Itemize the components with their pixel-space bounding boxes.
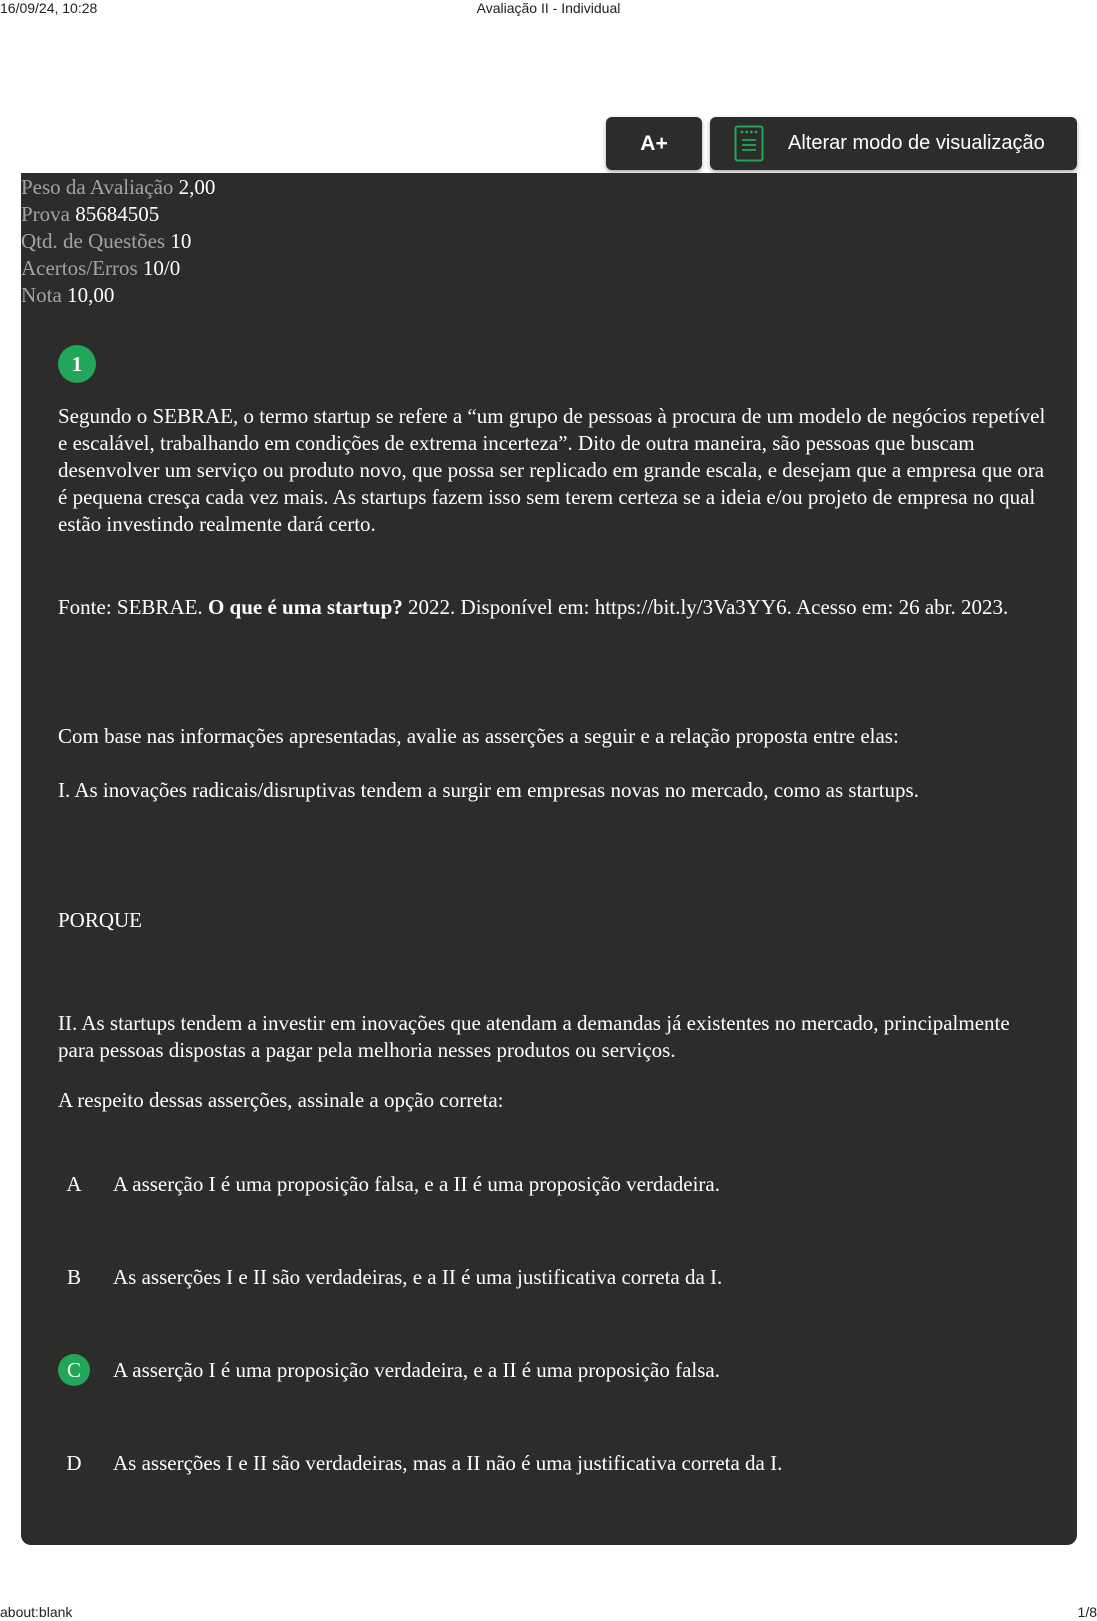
question-count-value: 10 — [170, 229, 192, 253]
source-prefix: Fonte: SEBRAE. — [58, 595, 208, 619]
source-suffix: 2022. Disponível em: https://bit.ly/3Va3YY6. Acesso em: 26 abr. 2023. — [402, 595, 1009, 619]
exam-label: Prova — [21, 202, 70, 226]
weight-value: 2,00 — [178, 175, 216, 199]
summary-weight-row — [21, 174, 1077, 201]
option-a-letter[interactable]: A — [66, 1171, 82, 1196]
print-datetime: 16/09/24, 10:28 — [0, 0, 98, 16]
question-source — [58, 594, 1048, 621]
change-view-mode-button[interactable] — [710, 117, 1077, 170]
grade-value: 10,00 — [67, 283, 115, 307]
question-count-label: Qtd. de Questões — [21, 229, 166, 253]
option-d-text[interactable]: As asserções I e II são verdadeiras, mas a II não é uma justificativa correta da I. — [113, 1451, 783, 1475]
question-instruction: A respeito dessas asserções, assinale a opção correta: — [58, 1088, 504, 1112]
summary-exam-row — [21, 201, 1077, 228]
option-c-letter-correct[interactable]: C — [58, 1354, 90, 1386]
assertion-2: II. As startups tendem a investir em inovações que atendam a demandas já existentes no mercado, principalmente para pessoas dispostas a pagar pela melhoria nesses produtos ou serviços. — [58, 1011, 1010, 1062]
option-b-letter[interactable]: B — [66, 1264, 81, 1289]
option-d-letter[interactable]: D — [66, 1450, 82, 1475]
assessment-summary — [21, 173, 1077, 307]
print-page-number: 1/8 — [1077, 1604, 1097, 1620]
option-c-text[interactable]: A asserção I é uma proposição verdadeira, e a II é uma proposição falsa. — [113, 1358, 720, 1382]
grade-label: Nota — [21, 283, 62, 307]
summary-grade-row — [21, 282, 1077, 309]
hits-errors-value: 10/0 — [142, 256, 181, 280]
exam-value: 85684505 — [75, 202, 160, 226]
document-icon — [734, 125, 764, 162]
hits-errors-label: Acertos/Erros — [21, 256, 138, 280]
question-number-badge: 1 — [58, 345, 96, 383]
question-prompt: Com base nas informações apresentadas, avalie as asserções a seguir e a relação proposta entre elas: — [58, 724, 899, 748]
increase-font-button[interactable]: A+ — [606, 117, 702, 170]
assertion-1: I. As inovações radicais/disruptivas tendem a surgir em empresas novas no mercado, como as startups. — [58, 778, 919, 802]
summary-score-row — [21, 255, 1077, 282]
question-intro: Segundo o SEBRAE, o termo startup se refere a “um grupo de pessoas à procura de um modelo de negócios repetível e escalável, trabalhando em condições de extrema incerteza”. Dito de outra maneira, são pessoas que buscam desenvolver um serviço ou produto novo, que possa ser replicado em grande escala, e desejam que a empresa que ora é pequena cresça cada vez mais. As startups fazem isso sem terem certeza se a ideia e/ou projeto de empresa no qual estão investindo realmente dará certo. — [58, 404, 1046, 536]
question-card — [21, 307, 1077, 1545]
option-a-text[interactable]: A asserção I é uma proposição falsa, e a II é uma proposição verdadeira. — [113, 1172, 720, 1196]
weight-label: Peso da Avaliação — [21, 175, 174, 199]
change-view-mode-label: Alterar modo de visualização — [788, 132, 1045, 154]
assertion-connector: PORQUE — [58, 908, 143, 932]
option-b-text[interactable]: As asserções I e II são verdadeiras, e a II é uma justificativa correta da I. — [113, 1265, 723, 1289]
source-title: O que é uma startup? — [207, 595, 403, 619]
print-page-title: Avaliação II - Individual — [476, 0, 621, 16]
summary-question-count-row — [21, 228, 1077, 255]
print-url: about:blank — [0, 1604, 73, 1620]
